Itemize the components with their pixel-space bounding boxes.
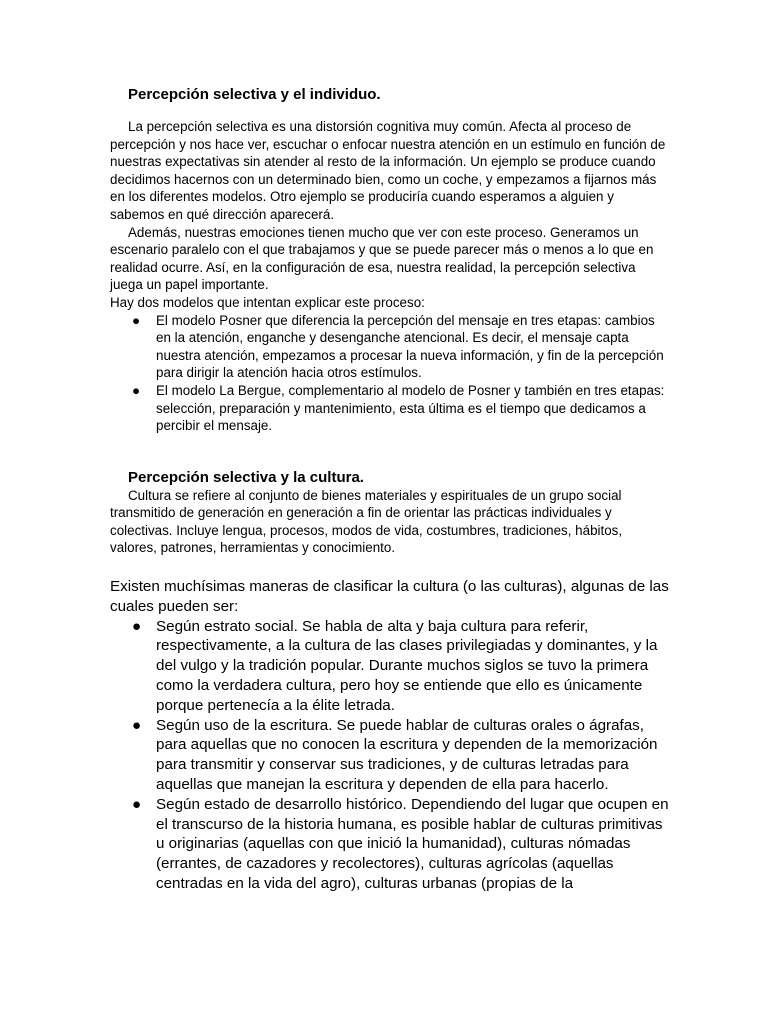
classification-list — [110, 617, 670, 894]
bullet-icon: ● — [132, 312, 141, 328]
paragraph-emociones: Además, nuestras emociones tienen mucho que ver con este proceso. Generamos un escenario paralelo con el que trabajamos y que se puede parecer más o menos a lo que en realidad ocurre. Así, en la configuración de esa, nuestra realidad, la percepción selectiva juega un papel importante. — [110, 224, 654, 293]
paragraph-modelos-intro: Hay dos modelos que intentan explicar este proceso: — [110, 294, 425, 310]
document-page — [110, 86, 670, 894]
list-item-text: El modelo Posner que diferencia la percepción del mensaje en tres etapas: cambios en la atención, enganche y desenganche atencional. Es decir, el mensaje capta nuestra atención, empezamos a procesar la nueva información, y fin de la percepción para dirigir la atención hacia otros estímulos. — [156, 312, 664, 381]
bullet-icon: ● — [132, 716, 142, 734]
section-title-individuo: Percepción selectiva y el individuo. — [128, 86, 381, 103]
list-item-text: El modelo La Bergue, complementario al modelo de Posner y también en tres etapas: selección, preparación y mantenimiento, esta última es el tiempo que dedicamos a percibir el mensaje. — [156, 382, 665, 434]
list-item — [110, 382, 670, 435]
bullet-icon: ● — [132, 795, 142, 813]
section-clasificacion — [110, 577, 670, 894]
list-item-text: Según estado de desarrollo histórico. Dependiendo del lugar que ocupen en el transcurso de la historia humana, es posible hablar de culturas primitivas u originarias (aquellas con que inició la humanidad), culturas nómadas (errantes, de cazadores y recolectores), culturas agrícolas (aquellas centradas en la vida del agro), culturas urbanas (propias de la — [156, 795, 669, 893]
paragraph-percepcion-selectiva: La percepción selectiva es una distorsión cognitiva muy común. Afecta al proceso de percepción y nos hace ver, escuchar o enfocar nuestra atención en un estímulo en función de nuestras expectativas sin atender al resto de la información. Un ejemplo se produce cuando decidimos hacernos con un determinado bien, como un coche, y empezamos a fijarnos más en los diferentes modelos. Otro ejemplo se produciría cuando esperamos a alguien y sabemos en qué dirección aparecerá. — [110, 119, 666, 222]
paragraph-clasificacion-intro: Existen muchísimas maneras de clasificar la cultura (o las culturas), algunas de las cuales pueden ser: — [110, 578, 669, 615]
models-list — [110, 312, 670, 435]
bullet-icon: ● — [132, 617, 142, 635]
section-title-cultura: Percepción selectiva y la cultura. — [128, 468, 364, 486]
list-item-text: Según estrato social. Se habla de alta y baja cultura para referir, respectivamente, a la cultura de las clases privilegiadas y dominantes, y la del vulgo y la tradición popular. Durante muchos siglos se tuvo la primera como la verdadera cultura, pero hoy se entiende que ello es únicamente porque pertenecía a la élite letrada. — [156, 617, 658, 714]
paragraph-cultura-definicion: Cultura se refiere al conjunto de bienes materiales y espirituales de un grupo social transmitido de generación en generación a fin de orientar las prácticas individuales y colectivas. Incluye lengua, procesos, modos de vida, costumbres, tradiciones, hábitos, valores, patrones, herramientas y conocimiento. — [110, 487, 623, 556]
list-item — [110, 617, 670, 716]
list-item — [110, 795, 670, 894]
section-cultura — [110, 469, 670, 557]
list-item — [110, 312, 670, 382]
list-item — [110, 716, 670, 795]
list-item-text: Según uso de la escritura. Se puede hablar de culturas orales o ágrafas, para aquellas que no conocen la escritura y dependen de la memorización para transmitir y conservar sus tradiciones, y de culturas letradas para aquellas que manejan la escritura y dependen de ella para hacerlo. — [156, 716, 658, 794]
bullet-icon: ● — [132, 382, 141, 398]
